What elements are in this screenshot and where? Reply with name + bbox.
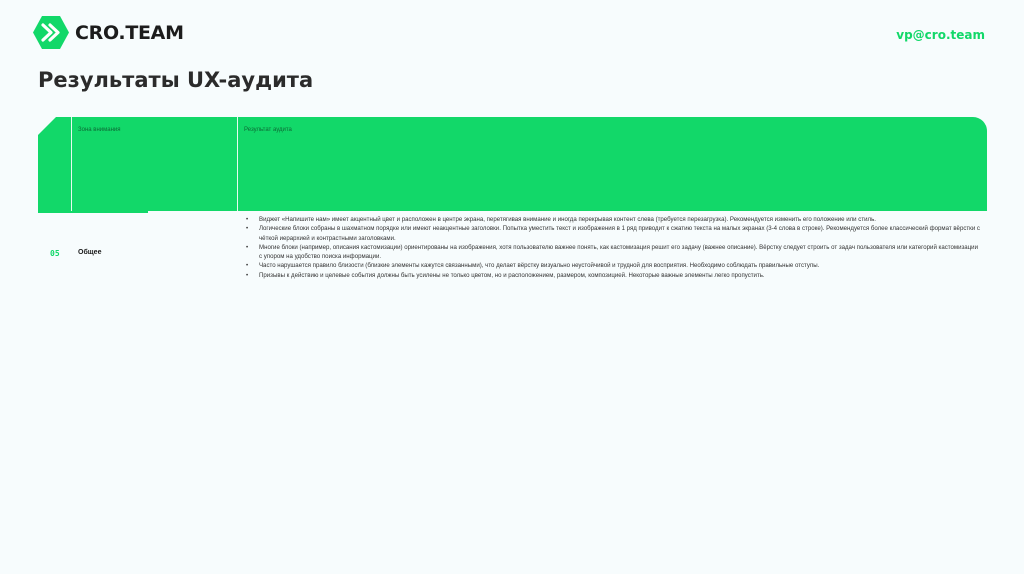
logo-text: CRO.TEAM [75,21,184,44]
column-header-result: Результат аудита [244,127,292,133]
logo-icon [33,16,69,49]
row-zone: Общее [78,249,102,256]
list-item: • Многие блоки (например, описания кастомизации) ориентированы на изображения, хотя пользователю важнее понять, как кастомизация решит его задачу (важнее описание). Вёрстку следует строить от задач пользователя или категорий кастомизации с упором на удобство поиска информации. [246,243,981,262]
contact-email-link[interactable]: vp@cro.team [896,28,985,42]
audit-results-list [246,215,981,280]
title-suffix: аудита [227,68,314,92]
title-prefix: Результаты [38,68,187,92]
row-number: 05 [50,249,60,258]
column-header-zone: Зона внимания [78,127,121,133]
header-corner-cut [38,117,56,135]
list-item: • Часто нарушается правило близости (близкие элементы кажутся связанными), что делает вёрстку визуально неустойчивой и трудной для восприятия. Необходимо соблюдать правильные отступы. [246,261,981,270]
list-item: • Призывы к действию и целевые события должны быть усилены не только цветом, но и расположением, размером, композицией. Некоторые важные элементы легко пропустить. [246,271,981,280]
page-title [38,68,313,92]
list-item: • Виджет «Напишите нам» имеет акцентный цвет и расположен в центре экрана, перетягивая внимание и иногда перекрывая контент слева (требуется перезагрузка). Рекомендуется изменить его положение или стиль. [246,215,981,224]
list-item: • Логические блоки собраны в шахматном порядке или имеют неакцентные заголовки. Попытка уместить текст и изображения в 1 ряд приводит к сжатию текста на малых экранах (3-4 слова в строке). Рекомендуется более классический формат вёрстки с чёткой иерархией и контрастными заголовками. [246,224,981,243]
row-divider [38,211,148,213]
column-divider [71,117,72,211]
title-bold: UX- [187,68,228,92]
logo [33,16,184,49]
table-header [38,117,987,211]
column-divider [237,117,238,211]
